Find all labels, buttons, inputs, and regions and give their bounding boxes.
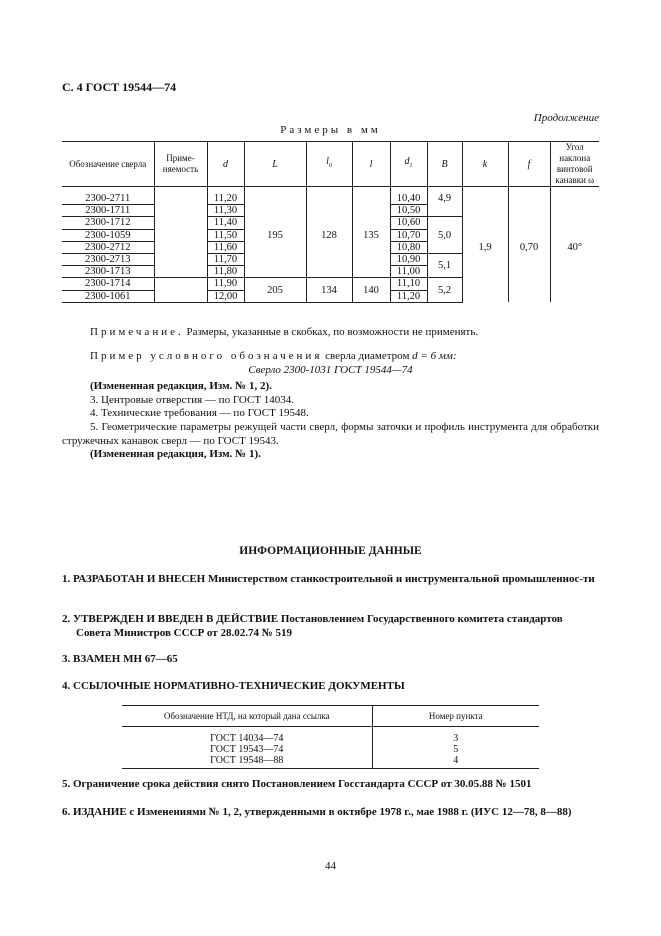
- paragraph-4: 4. Технические требования — по ГОСТ 19548.: [90, 407, 309, 419]
- col-l0: $l_0$: [306, 142, 352, 187]
- info-item-5: 5. Ограничение срока действия снято Постановлением Госстандарта СССР от 30.05.88 № 1501: [62, 778, 532, 790]
- cell-L: 195: [244, 187, 306, 278]
- info-title: ИНФОРМАЦИОННЫЕ ДАННЫЕ: [239, 545, 422, 557]
- info-item-6: 6. ИЗДАНИЕ с Изменениями № 1, 2, утвержденными в октябре 1978 г., мае 1988 г. (ИУС 12—78, 8—88): [62, 806, 572, 818]
- page-header: С. 4 ГОСТ 19544—74: [62, 80, 177, 94]
- col-angle: Угол наклона винтовой канавки ω: [550, 142, 599, 187]
- cell-designation: 2300-1712: [62, 217, 154, 229]
- cell-application: [154, 187, 207, 278]
- info-item-2: 2. УТВЕРЖДЕН И ВВЕДЕН В ДЕЙСТВИЕ Постановлением Государственного комитета стандартов Совета Министров СССР от 28.02.74 № 519: [62, 613, 563, 639]
- cell-application: [154, 278, 207, 302]
- cell-designation: 2300-2713: [62, 253, 154, 265]
- cell-d1: 10,60: [390, 217, 427, 229]
- paragraph-5: 5. Геометрические параметры режущей части сверл, формы заточки и профиль инструмента для обработки стружечных канавок сверл — по ГОСТ 19543.: [62, 421, 599, 447]
- col-L: L: [244, 142, 306, 187]
- cell-designation: 2300-1711: [62, 205, 154, 217]
- cell-designation: 2300-2711: [62, 187, 154, 205]
- cell-d: 11,30: [207, 205, 244, 217]
- cell-designation: 2300-1713: [62, 266, 154, 278]
- reference-docs-table: [122, 705, 539, 769]
- info-item-4: 4. ССЫЛОЧНЫЕ НОРМАТИВНО-ТЕХНИЧЕСКИЕ ДОКУМЕНТЫ: [62, 680, 405, 692]
- page-number: 44: [325, 860, 336, 872]
- cell-d: 11,70: [207, 253, 244, 265]
- edition-note-2: (Измененная редакция, Изм. № 1).: [90, 448, 261, 460]
- col-application: Приме- няемость: [154, 142, 207, 187]
- cell-l0: 128: [306, 187, 352, 278]
- cell-l: 135: [352, 187, 390, 278]
- cell-designation: 2300-1714: [62, 278, 154, 290]
- ref-doc: ГОСТ 14034—74: [210, 733, 284, 744]
- table-row: [122, 733, 539, 744]
- ref-num: 4: [372, 755, 539, 769]
- cell-d: 11,50: [207, 229, 244, 241]
- col-B: B: [427, 142, 462, 187]
- cell-B: 4,9: [427, 187, 462, 217]
- cell-d: 12,00: [207, 290, 244, 302]
- cell-d: 11,80: [207, 266, 244, 278]
- table-row: [62, 187, 599, 205]
- cell-l0: 134: [306, 278, 352, 302]
- col-d1: $d_1$: [390, 142, 427, 187]
- ref-col-doc: Обозначение НТД, на который дана ссылка: [122, 706, 372, 727]
- ref-num: 3: [372, 733, 539, 744]
- cell-d1: 10,40: [390, 187, 427, 205]
- table-header-row: [62, 142, 599, 187]
- ref-col-num: Номер пункта: [372, 706, 539, 727]
- cell-d1: 11,00: [390, 266, 427, 278]
- cell-designation: 2300-1059: [62, 229, 154, 241]
- cell-B: 5,0: [427, 217, 462, 254]
- cell-L: 205: [244, 278, 306, 302]
- cell-d1: 10,90: [390, 253, 427, 265]
- edition-note-1: (Измененная редакция, Изм. № 1, 2).: [90, 380, 272, 392]
- cell-d1: 11,20: [390, 290, 427, 302]
- ref-num: 5: [372, 744, 539, 755]
- cell-l: 140: [352, 278, 390, 302]
- cell-d1: 10,50: [390, 205, 427, 217]
- example-line: Пример условного обозначения сверла диаметром d = 6 мм:: [90, 350, 457, 362]
- table-caption: Размеры в мм: [280, 124, 381, 136]
- col-k: k: [462, 142, 508, 187]
- col-f: f: [508, 142, 550, 187]
- cell-d: 11,20: [207, 187, 244, 205]
- cell-d: 11,40: [207, 217, 244, 229]
- col-l: l: [352, 142, 390, 187]
- cell-angle: 40°: [550, 187, 599, 303]
- cell-d1: 10,80: [390, 241, 427, 253]
- cell-k: 1,9: [462, 187, 508, 303]
- example-designation: Сверло 2300-1031 ГОСТ 19544—74: [248, 364, 413, 376]
- table-note: Примечание. Размеры, указанные в скобках, по возможности не применять.: [90, 326, 479, 338]
- cell-d1: 10,70: [390, 229, 427, 241]
- cell-B: 5,1: [427, 253, 462, 277]
- cell-designation: 2300-2712: [62, 241, 154, 253]
- drill-dimensions-table: [62, 141, 599, 303]
- col-d: d: [207, 142, 244, 187]
- info-item-1: 1. РАЗРАБОТАН И ВНЕСЕН Министерством станкостроительной и инструментальной промышленнос-ти: [62, 573, 595, 585]
- cell-d: 11,60: [207, 241, 244, 253]
- info-item-3: 3. ВЗАМЕН МН 67—65: [62, 653, 178, 665]
- cell-f: 0,70: [508, 187, 550, 303]
- table-row: [122, 744, 539, 755]
- ref-header-row: [122, 706, 539, 727]
- cell-designation: 2300-1061: [62, 290, 154, 302]
- ref-doc: ГОСТ 19548—88: [122, 755, 372, 769]
- table-row: [122, 755, 539, 769]
- continuation-label: Продолжение: [533, 112, 599, 124]
- cell-B: 5,2: [427, 278, 462, 302]
- cell-d1: 11,10: [390, 278, 427, 290]
- ref-doc: ГОСТ 19543—74: [210, 744, 284, 755]
- col-designation: Обозначение сверла: [62, 142, 154, 187]
- paragraph-3: 3. Центровые отверстия — по ГОСТ 14034.: [90, 394, 295, 406]
- cell-d: 11,90: [207, 278, 244, 290]
